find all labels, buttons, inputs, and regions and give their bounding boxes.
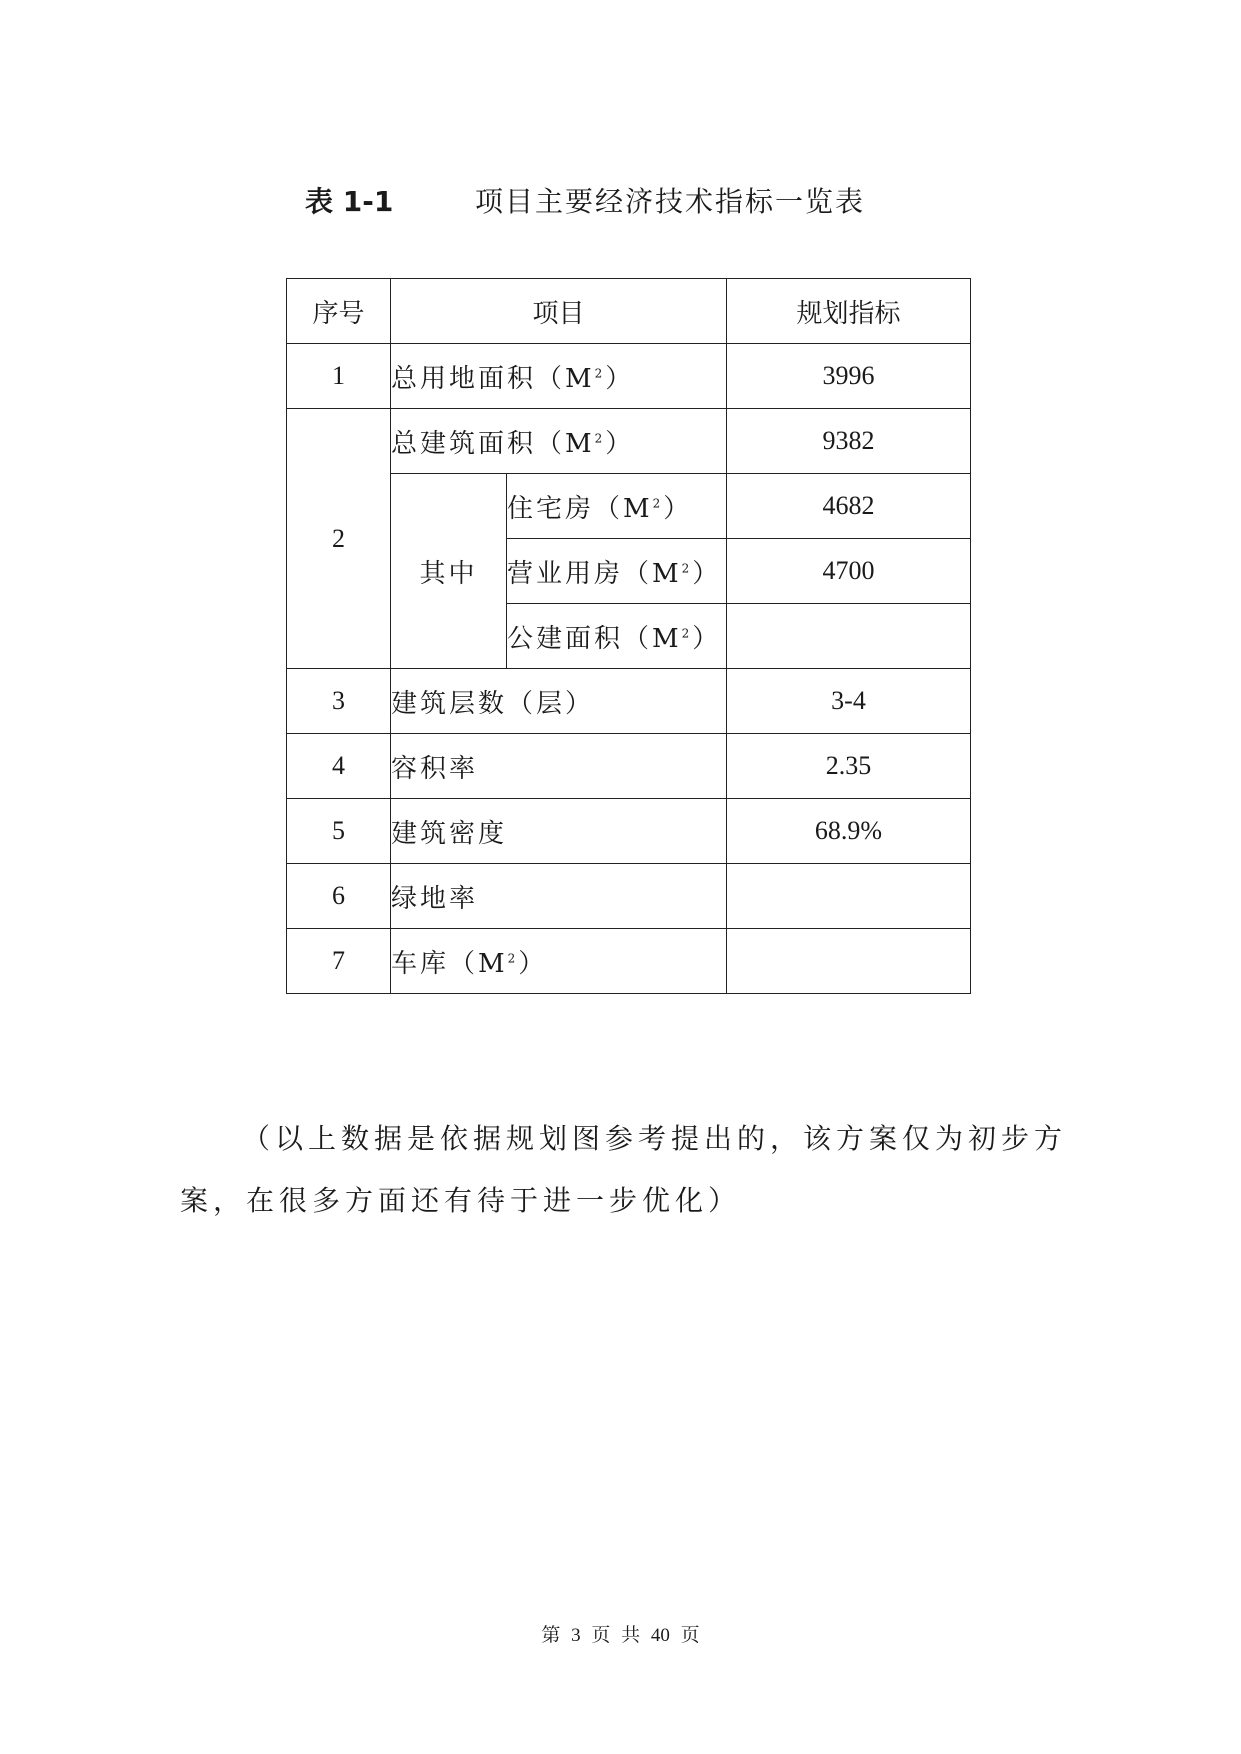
table-header-row — [287, 279, 971, 344]
indicators-table — [286, 278, 971, 994]
table-row — [287, 344, 971, 409]
row-index: 7 — [287, 929, 391, 994]
table-title — [305, 180, 945, 220]
table-caption: 项目主要经济技术指标一览表 — [475, 185, 866, 218]
header-item: 项目 — [391, 279, 727, 344]
table-row — [287, 409, 971, 474]
row-item: 车库$(M^2)$ — [391, 929, 727, 994]
row-value: 3-4 — [727, 669, 971, 734]
row-item: 绿地率 — [391, 864, 727, 929]
row-item: 营业用房$(M^2)$ — [507, 539, 727, 604]
row-item: 住宅房$(M^2)$ — [507, 474, 727, 539]
table-row — [287, 799, 971, 864]
row-index: 5 — [287, 799, 391, 864]
row-value: 3996 — [727, 344, 971, 409]
unit-exponent: 2 — [594, 430, 606, 445]
table-row — [287, 734, 971, 799]
row-value: 4682 — [727, 474, 971, 539]
unit-exponent: 2 — [652, 495, 664, 510]
row-index: 3 — [287, 669, 391, 734]
unit-exponent: 2 — [681, 625, 693, 640]
unit-exponent: 2 — [507, 950, 519, 965]
page-footer: 第 3 页 共 40 页 — [541, 1625, 700, 1646]
row-index: 4 — [287, 734, 391, 799]
table-row — [287, 864, 971, 929]
group-label: 其中 — [391, 474, 507, 669]
unit-exponent: 2 — [681, 560, 693, 575]
row-item: 总用地面积$(M^2)$ — [391, 344, 727, 409]
row-item: 总建筑面积$(M^2)$ — [391, 409, 727, 474]
row-index: 6 — [287, 864, 391, 929]
row-value: 4700 — [727, 539, 971, 604]
row-item: 公建面积$(M^2)$ — [507, 604, 727, 669]
row-value — [727, 864, 971, 929]
unit-exponent: 2 — [594, 365, 606, 380]
table-note: （以上数据是依据规划图参考提出的，该方案仅为初步方案，在很多方面还有待于进一步优化） — [180, 1122, 1068, 1217]
table-row — [287, 929, 971, 994]
row-item: 容积率 — [391, 734, 727, 799]
row-index: 2 — [287, 409, 391, 669]
header-index: 序号 — [287, 279, 391, 344]
row-value — [727, 929, 971, 994]
row-item: 建筑密度 — [391, 799, 727, 864]
header-value: 规划指标 — [727, 279, 971, 344]
row-value: 68.9% — [727, 799, 971, 864]
row-value: 9382 — [727, 409, 971, 474]
table-number: 表 1-1 — [305, 185, 394, 218]
row-index: 1 — [287, 344, 391, 409]
row-item: 建筑层数（层） — [391, 669, 727, 734]
row-value — [727, 604, 971, 669]
table-row — [287, 669, 971, 734]
row-value: 2.35 — [727, 734, 971, 799]
